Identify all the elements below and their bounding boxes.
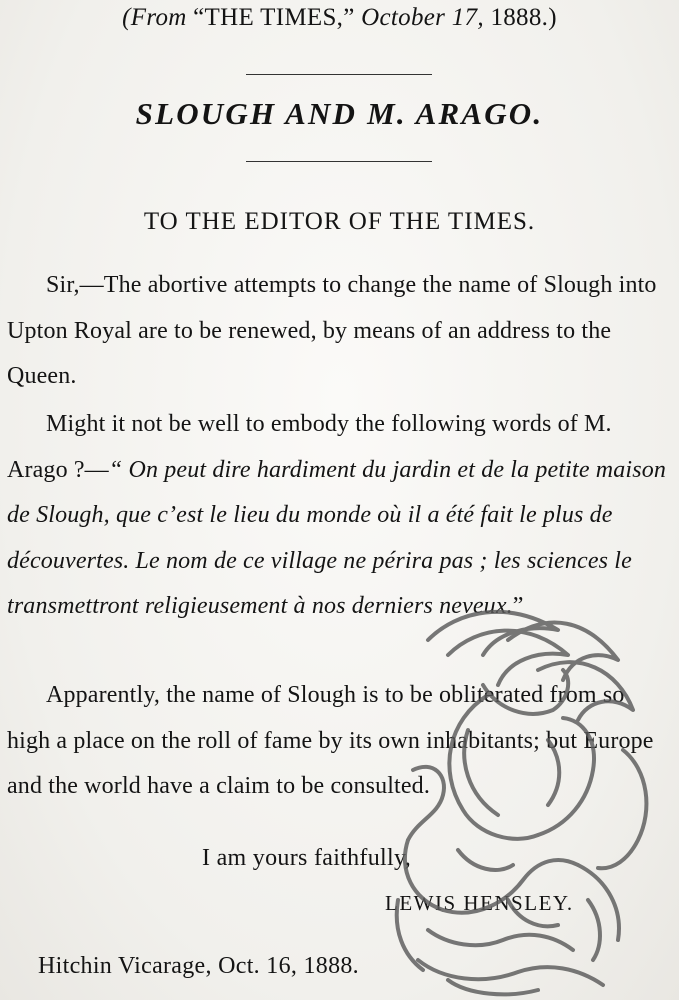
location-date: Hitchin Vicarage, Oct. 16, 1888. [38,953,359,979]
source-year: 1888.) [490,4,557,31]
paragraph-2-intro: Might it not be well to embody the following words of M. Arago ?— [7,411,612,483]
bottom-divider [246,161,432,162]
paragraph-3-text: Apparently, the name of Slough is to be obliterated from so high a place on the roll of fame by its own inhabitants; but Europe and the world have a claim to be consulted. [7,682,654,799]
source-date: October 17, [361,4,484,31]
headline: SLOUGH AND M. ARAGO. [135,96,544,131]
source-line [0,4,679,32]
signature: LEWIS HENSLEY. [385,891,574,915]
top-divider [246,74,432,75]
source-paper: “THE TIMES,” [193,4,355,31]
addressee: TO THE EDITOR OF THE TIMES. [143,208,536,235]
arago-quote: “ On peut dire hardiment du jardin et de la petite maison de Slough, que c’est le lieu du monde où il a été fait le plus de découvertes. Le nom de ce village ne périra pas ; les sciences le transmettront religieusement à nos derniers neveux. [7,456,667,619]
source-from: (From [122,4,187,31]
paragraph-1-text: Sir,—The abortive attempts to change the name of Slough into Upton Royal are to be renewed, by means of an address to the Queen. [7,272,657,389]
paragraph-1 [7,263,667,400]
paragraph-2 [7,402,667,630]
closing-salutation: I am yours faithfully, [202,845,411,871]
paragraph-3 [7,673,667,810]
quote-close: ” [512,593,524,619]
